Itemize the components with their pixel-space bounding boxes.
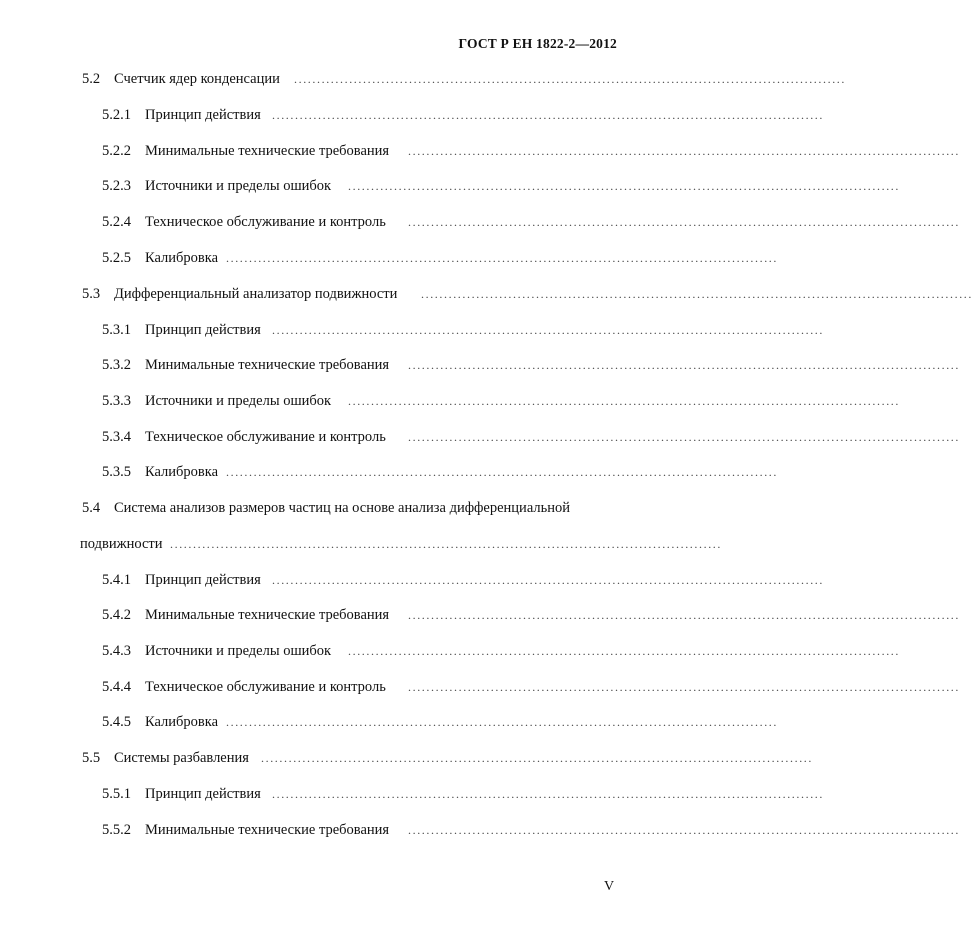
toc-entry-continuation [0, 534, 722, 554]
toc-entry-number: 5.2.4 [102, 214, 131, 230]
toc-entry [0, 784, 824, 804]
toc-entry [0, 355, 960, 375]
toc-entry [0, 712, 778, 732]
toc-entry-number: 5.2.5 [102, 250, 131, 266]
toc-leader-dots: ........................................................................................................................ [408, 823, 960, 837]
document-header: ГОСТ Р ЕН 1822-2—2012 [458, 36, 617, 51]
toc-entry-number: 5.2.2 [102, 143, 131, 159]
toc-leader-dots: ........................................................................................................................ [421, 287, 973, 301]
toc-entry-number: 5.3.1 [102, 322, 131, 338]
toc-entry-number: 5.4.2 [102, 607, 131, 623]
toc-entry [0, 141, 960, 161]
toc-entry-title: Счетчик ядер конденсации [114, 71, 280, 87]
toc-entry [0, 105, 824, 125]
toc-entry-number: 5.4 [82, 500, 101, 516]
toc-entry [0, 462, 778, 482]
toc-leader-dots: ........................................................................................................................ [348, 394, 900, 408]
toc-entry-title: Техническое обслуживание и контроль [145, 429, 386, 445]
toc-entry-title: Принцип действия [145, 572, 261, 588]
toc-entry-title: Дифференциальный анализатор подвижности [114, 286, 398, 302]
toc-leader-dots: ........................................................................................................................ [294, 72, 846, 86]
toc-entry-title: Калибровка [145, 464, 219, 480]
toc-entry [0, 284, 973, 304]
toc-entry-number: 5.3.3 [102, 393, 131, 409]
toc-entry [0, 69, 846, 89]
toc-leader-dots: ........................................................................................................................ [226, 465, 778, 479]
toc-leader-dots: ........................................................................................................................ [272, 108, 824, 122]
toc-entry-number: 5.4.4 [102, 679, 131, 695]
toc-entry-number: 5.4.1 [102, 572, 131, 588]
toc-leader-dots: ........................................................................................................................ [408, 680, 960, 694]
toc-leader-dots: ........................................................................................................................ [170, 537, 722, 551]
toc-entry [0, 605, 960, 625]
toc-entry-title: Минимальные технические требования [145, 357, 390, 373]
toc-entry-title: Источники и пределы ошибок [145, 178, 332, 194]
toc-leader-dots: ........................................................................................................................ [226, 251, 778, 265]
toc-entry-title: Система анализов размеров частиц на основе анализа дифференциальной [114, 500, 570, 516]
toc-entry-title: Техническое обслуживание и контроль [145, 679, 386, 695]
toc-entry-number: 5.2.3 [102, 178, 131, 194]
toc-entry-title: Минимальные технические требования [145, 143, 390, 159]
toc-entry [0, 427, 960, 447]
toc-entry-title: Источники и пределы ошибок [145, 393, 332, 409]
toc-entry-number: 5.3 [82, 286, 101, 302]
toc-leader-dots: ........................................................................................................................ [408, 144, 960, 158]
toc-leader-dots: ........................................................................................................................ [408, 358, 960, 372]
toc-entry-title: Источники и пределы ошибок [145, 643, 332, 659]
toc-entry [0, 212, 960, 232]
toc-leader-dots: ........................................................................................................................ [226, 715, 778, 729]
toc-leader-dots: ........................................................................................................................ [408, 215, 960, 229]
toc-entry-title: Техническое обслуживание и контроль [145, 214, 386, 230]
toc-entry [0, 248, 778, 268]
toc-entry-title: Минимальные технические требования [145, 607, 390, 623]
toc-leader-dots: ........................................................................................................................ [272, 573, 824, 587]
toc-leader-dots: ........................................................................................................................ [272, 323, 824, 337]
toc-entry-number: 5.5.2 [102, 822, 131, 838]
toc-entry-number: 5.5 [82, 750, 101, 766]
toc-leader-dots: ........................................................................................................................ [348, 644, 900, 658]
toc-entry-number: 5.3.4 [102, 429, 131, 445]
toc-entry [0, 391, 900, 411]
toc-entry [0, 748, 813, 768]
toc-entry-title: Калибровка [145, 250, 219, 266]
toc-entry-title: Принцип действия [145, 786, 261, 802]
toc-entry-title: Принцип действия [145, 322, 261, 338]
toc-leader-dots: ........................................................................................................................ [261, 751, 813, 765]
toc-entry-title: подвижности [80, 536, 163, 552]
toc-entry [0, 570, 824, 590]
toc-entry [0, 320, 824, 340]
toc-leader-dots: ........................................................................................................................ [348, 179, 900, 193]
page-number: V [604, 879, 615, 894]
toc-entry [0, 677, 960, 697]
toc-entry-number: 5.4.3 [102, 643, 131, 659]
toc-leader-dots: ........................................................................................................................ [272, 787, 824, 801]
toc-entry-title: Принцип действия [145, 107, 261, 123]
toc-leader-dots: ........................................................................................................................ [408, 608, 960, 622]
toc-entry-number: 5.5.1 [102, 786, 131, 802]
toc-entry [0, 176, 900, 196]
toc-entry-title: Калибровка [145, 714, 219, 730]
toc-entry-number: 5.3.5 [102, 464, 131, 480]
toc-entry-number: 5.4.5 [102, 714, 131, 730]
toc-entry-title: Системы разбавления [114, 750, 249, 766]
toc-entry-number: 5.2.1 [102, 107, 131, 123]
toc-entry [0, 820, 960, 840]
toc-entry [0, 641, 900, 661]
toc-leader-dots: ........................................................................................................................ [408, 430, 960, 444]
toc-entry-number: 5.2 [82, 71, 101, 87]
toc-entry [0, 498, 661, 518]
toc-entry-number: 5.3.2 [102, 357, 131, 373]
toc-entry-title: Минимальные технические требования [145, 822, 390, 838]
